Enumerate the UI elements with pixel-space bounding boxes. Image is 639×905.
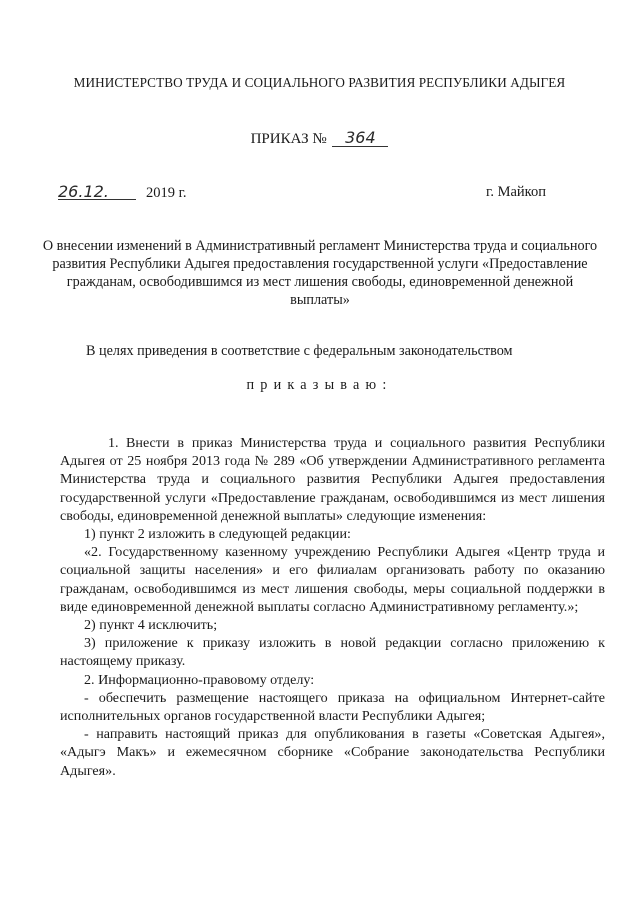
subitem-3: 3) приложение к приказу изложить в новой редакции согласно приложению к настоящему приказу. bbox=[60, 635, 605, 670]
preamble: В целях приведения в соответствие с федеральным законодательством bbox=[86, 343, 513, 359]
item-2-dash-1: - обеспечить размещение настоящего приказа на официальном Интернет-сайте исполнительных органов государственной власти Республики Адыгея; bbox=[60, 689, 605, 725]
decree-word: приказываю: bbox=[246, 377, 393, 393]
order-label: ПРИКАЗ № bbox=[250, 131, 327, 147]
item-1 bbox=[60, 434, 605, 525]
order-title bbox=[0, 128, 639, 148]
item-1-number: 1. bbox=[108, 435, 119, 451]
date-handwritten: 26.12. bbox=[58, 184, 136, 200]
subitem-2: 2) пункт 4 исключить; bbox=[84, 617, 218, 634]
item-2-dash-2: - направить настоящий приказ для опубликования в газеты «Советская Адыгея», «Адыгэ Макъ» и ежемесячном сборнике «Собрание законодательства Республики Адыгея». bbox=[60, 726, 605, 779]
quoted-paragraph: «2. Государственному казенному учреждению Республики Адыгея «Центр труда и социальной защиты населения» и его филиалам организовать работу по оказанию гражданам, освободившимся из мест лишения свободы, меры социальной поддержки в виде единовременной денежной выплаты согласно Административному регламенту.»; bbox=[60, 544, 605, 615]
ministry-name: МИНИСТЕРСТВО ТРУДА И СОЦИАЛЬНОГО РАЗВИТИЯ РЕСПУБЛИКИ АДЫГЕЯ bbox=[73, 75, 566, 90]
order-date bbox=[58, 184, 187, 202]
item-1-text: Внести в приказ Министерства труда и социального развития Республики Адыгея от 25 ноября 2013 года № 289 «Об утверждении Административного регламента Министерства труда и социального развития Республики Адыгея предоставления государственной услуги «Предоставление гражданам, освободившимся из мест лишения свободы, единовременной денежной выплаты» следующие изменения: bbox=[60, 435, 605, 524]
order-body bbox=[60, 434, 605, 780]
city: г. Майкоп bbox=[486, 184, 546, 200]
order-number: 364 bbox=[332, 131, 388, 147]
item-2: 2. Информационно-правовому отделу: bbox=[84, 671, 315, 688]
order-subject: О внесении изменений в Административный регламент Министерства труда и социального развития Республики Адыгея предоставления государственной услуги «Предоставление гражданам, освободившимся из мест лишения свободы, единовременной денежной выплаты» bbox=[42, 238, 598, 308]
date-year: 2019 г. bbox=[146, 185, 187, 201]
subitem-1: 1) пункт 2 изложить в следующей редакции: bbox=[84, 526, 351, 543]
